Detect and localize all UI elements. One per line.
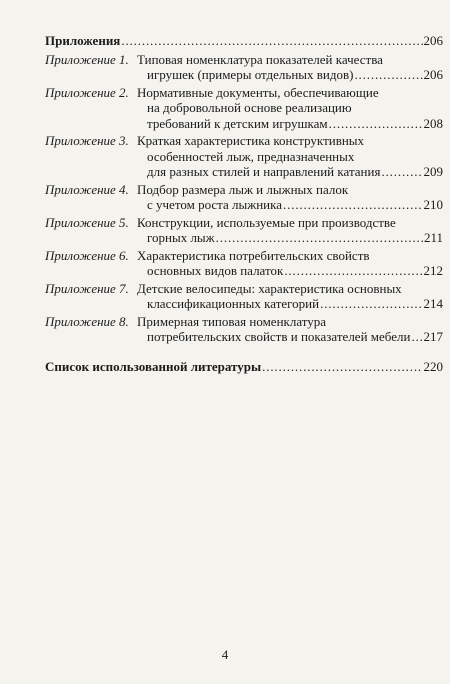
toc-entry-body <box>137 182 443 213</box>
toc-entry-last-line <box>137 296 443 312</box>
leader-dots <box>381 164 422 180</box>
toc-page-number: 217 <box>423 329 443 344</box>
toc-entries <box>45 52 443 345</box>
toc-page-number: 206 <box>423 33 443 48</box>
toc-entry-line: Подбор размера лыж и лыжных палок <box>137 181 349 197</box>
toc-entry-last-line <box>137 263 443 279</box>
toc-entry-line: требований к детским игрушкам <box>147 115 328 131</box>
toc-entry[interactable] <box>45 314 443 345</box>
toc-entry[interactable] <box>45 133 443 180</box>
toc-entry-tag: Приложение 3. <box>45 133 129 148</box>
leader-dots <box>121 33 422 49</box>
toc-entry-line: для разных стилей и направлений катания <box>147 164 381 179</box>
toc-page-number: 220 <box>423 358 443 374</box>
toc-references[interactable] <box>45 359 443 375</box>
toc-entry-line: Конструкции, используемые при производстве <box>137 214 396 230</box>
toc-entry-tag: Приложение 2. <box>45 84 129 100</box>
toc-entry-tag: Приложение 7. <box>45 280 129 296</box>
leader-dots <box>283 197 422 213</box>
toc-page-number: 210 <box>423 197 443 212</box>
leader-dots <box>320 296 422 312</box>
toc-references-label: Список использованной литературы <box>45 358 262 374</box>
toc-entry[interactable] <box>45 281 443 312</box>
toc-entry-body <box>137 215 443 246</box>
toc-entry-line: особенностей лыж, предназначенных <box>147 148 355 164</box>
toc-entry-last-line <box>137 67 443 83</box>
toc-entry-body <box>137 133 443 180</box>
toc-page-number: 206 <box>423 67 443 82</box>
leader-dots <box>284 263 422 279</box>
leader-dots <box>329 116 423 132</box>
toc-entry-tag: Приложение 4. <box>45 181 129 197</box>
leader-dots <box>354 67 422 83</box>
toc-entry-tag: Приложение 1. <box>45 51 129 67</box>
toc-entry[interactable] <box>45 182 443 213</box>
toc-entry-line: Детские велосипеды: характеристика основных <box>137 280 402 296</box>
toc-entry[interactable] <box>45 248 443 279</box>
toc-page-number: 211 <box>423 230 443 245</box>
toc-entry-body <box>137 85 443 132</box>
toc-entry-line: Примерная типовая номенклатура <box>137 313 327 329</box>
toc-entry-line: горных лыж <box>147 230 215 245</box>
toc-entry[interactable] <box>45 215 443 246</box>
toc-entry-body <box>137 281 443 312</box>
toc-entry-last-line <box>137 329 443 345</box>
toc-entry-tag: Приложение 6. <box>45 247 129 263</box>
toc-page-number: 209 <box>423 164 443 179</box>
toc-entry-last-line <box>137 197 443 213</box>
toc-page-number: 214 <box>423 296 443 311</box>
table-of-contents <box>45 33 443 374</box>
toc-entry-line: игрушек (примеры отдельных видов) <box>147 67 354 82</box>
toc-entry-line: Нормативные документы, обеспечивающие <box>137 84 379 100</box>
toc-entry-last-line <box>137 164 443 180</box>
toc-entry-last-line <box>137 116 443 132</box>
toc-page-number: 212 <box>423 263 443 278</box>
toc-entry-line: Краткая характеристика конструктивных <box>137 133 365 148</box>
toc-entry-line: Характеристика потребительских свойств <box>137 247 370 263</box>
toc-entry-line: с учетом роста лыжника <box>147 197 283 212</box>
toc-entry-last-line <box>137 230 443 246</box>
toc-entry-body <box>137 248 443 279</box>
toc-entry-line: Типовая номенклатура показателей качества <box>137 51 383 67</box>
toc-page-number: 208 <box>423 115 443 131</box>
toc-entry-line: классификационных категорий <box>147 296 320 311</box>
leader-dots <box>216 230 423 246</box>
toc-entry-line: на добровольной основе реализацию <box>147 100 352 115</box>
toc-entry-body <box>137 314 443 345</box>
toc-entry-body <box>137 52 443 83</box>
toc-appendices-heading[interactable] <box>45 33 443 49</box>
toc-entry-tag: Приложение 8. <box>45 313 129 329</box>
toc-heading-label: Приложения <box>45 33 121 48</box>
page-number: 4 <box>221 647 229 662</box>
toc-entry[interactable] <box>45 52 443 83</box>
leader-dots <box>262 359 422 375</box>
toc-entry[interactable] <box>45 85 443 132</box>
leader-dots <box>411 329 422 345</box>
toc-entry-line: потребительских свойств и показателей мебели <box>147 329 411 344</box>
toc-entry-line: основных видов палаток <box>147 263 284 278</box>
toc-entry-tag: Приложение 5. <box>45 214 129 230</box>
